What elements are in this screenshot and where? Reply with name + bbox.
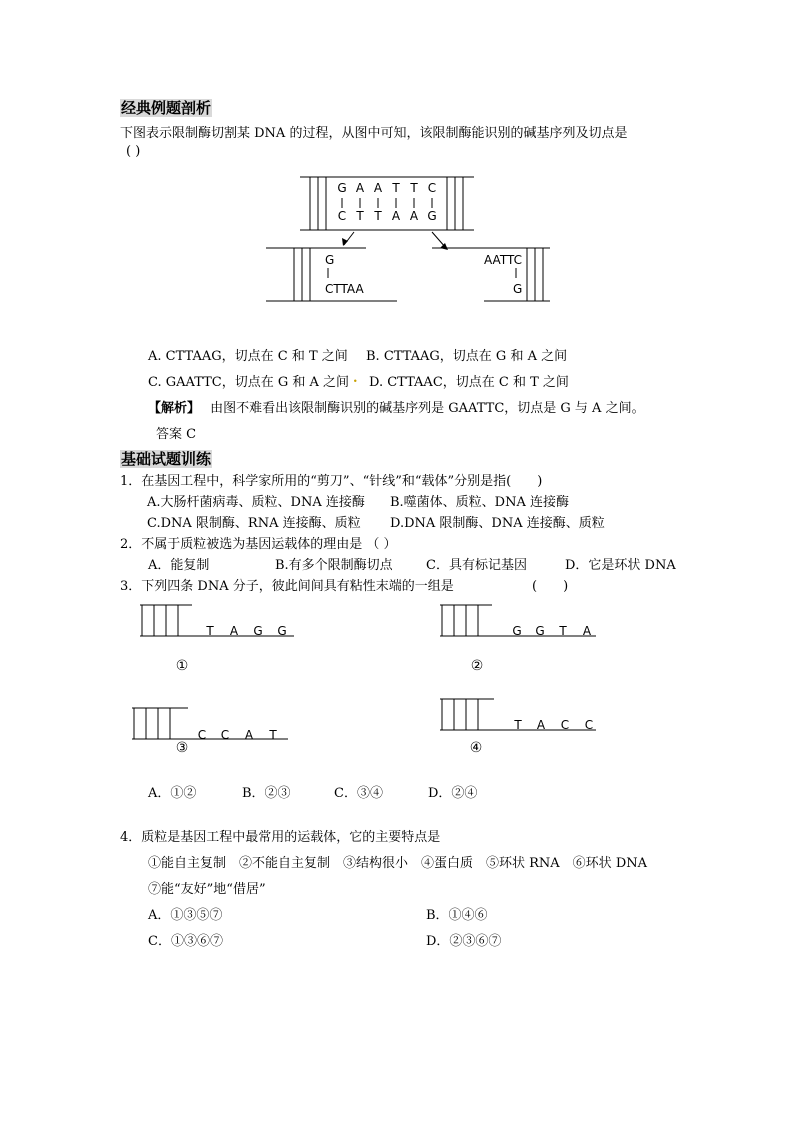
bottom-strand-base: G [427, 209, 437, 223]
fragment-3-base: C [220, 728, 230, 742]
fragment-2-base: G [535, 624, 545, 638]
q4-feature-7: ⑦能“友好”地“借居” [148, 882, 266, 897]
option-b: B. CTTAAG，切点在 G 和 A 之间 [366, 349, 568, 364]
q1-option-a: A.大肠杆菌病毒、质粒、DNA 连接酶 [147, 495, 365, 510]
q3-option-a: A．①② [148, 786, 197, 801]
bottom-strand-base: A [409, 209, 419, 223]
q4-option-b: B．①④⑥ [426, 908, 488, 923]
fragment-1-base: G [253, 624, 263, 638]
q3-stem: 3．下列四条 DNA 分子，彼此间间具有粘性末端的一组是 [120, 579, 454, 594]
fragment-2-base: T [559, 624, 567, 638]
answer: 答案 C [156, 427, 197, 442]
q1-stem: 1．在基因工程中，科学家所用的“剪刀”、“针线”和“载体”分别是指( ) [120, 474, 543, 489]
q1-option-c: C.DNA 限制酶、RNA 连接酶、质粒 [147, 516, 361, 531]
q2-option-b: B.有多个限制酶切点 [275, 558, 393, 573]
section-title-examples: 经典例题剖析 [121, 99, 212, 117]
bottom-strand-base: T [374, 209, 382, 223]
fragment-4-base: T [514, 718, 522, 732]
top-strand-base: A [373, 181, 383, 195]
q4-option-a: A．①③⑤⑦ [148, 908, 223, 923]
fragment-1-base: T [206, 624, 214, 638]
section-title-basic: 基础试题训练 [121, 450, 212, 468]
fragment-4-base: A [536, 718, 546, 732]
right-fragment-bottom: G [513, 282, 523, 296]
analysis [148, 397, 645, 416]
marker-dot: . [353, 371, 358, 386]
fragment-2-label: ② [470, 658, 484, 674]
q1-option-d: D.DNA 限制酶、DNA 连接酶、质粒 [390, 516, 605, 531]
fragment-2-base: A [582, 624, 592, 638]
left-fragment-top: G [325, 253, 335, 267]
q3-option-b: B．②③ [242, 786, 291, 801]
q2-stem: 2．不属于质粒被选为基因运载体的理由是 （ ） [120, 537, 397, 552]
q2-option-d: D．它是环状 DNA [565, 558, 676, 573]
bottom-strand-base: C [337, 209, 347, 223]
option-a: A. CTTAAG，切点在 C 和 T 之间 [148, 349, 348, 364]
fragment-4-label: ④ [469, 740, 483, 756]
question-paren: ( ) [126, 144, 141, 159]
fragment-3-base: A [244, 728, 254, 742]
fragment-4-base: C [560, 718, 570, 732]
q4-option-d: D．②③⑥⑦ [426, 934, 502, 949]
dna-cutting-figure [262, 174, 554, 306]
fragment-4-base: C [584, 718, 594, 732]
top-strand-base: A [355, 181, 365, 195]
fragment-1-base: G [277, 624, 287, 638]
q2-option-a: A．能复制 [148, 558, 210, 573]
fragment-2-base: G [512, 624, 522, 638]
q3-option-d: D．②④ [428, 786, 478, 801]
q1-option-b: B.噬菌体、质粒、DNA 连接酶 [390, 495, 570, 510]
left-fragment-bottom: CTTAA [325, 282, 364, 296]
fragment-1-label: ① [175, 658, 189, 674]
fragment-3-base: C [197, 728, 207, 742]
q4-option-c: C．①③⑥⑦ [148, 934, 223, 949]
fragment-3-label: ③ [175, 740, 189, 756]
analysis-text: 由图不难看出该限制酶识别的碱基序列是 GAATTC，切点是 G 与 A 之间。 [210, 401, 645, 416]
top-strand-base: T [410, 181, 418, 195]
q3-option-c: C．③④ [334, 786, 383, 801]
q2-option-c: C．具有标记基因 [426, 558, 527, 573]
bottom-strand-base: T [356, 209, 364, 223]
fragment-1-base: A [229, 624, 239, 638]
q3-paren: ( ) [532, 579, 569, 594]
fragment-3-base: T [269, 728, 277, 742]
right-fragment-top: AATTC [484, 253, 522, 267]
q4-features: ①能自主复制 ②不能自主复制 ③结构很小 ④蛋白质 ⑤环状 RNA ⑥环状 DNA [148, 856, 648, 871]
question-stem: 下图表示限制酶切割某 DNA 的过程，从图中可知，该限制酶能识别的碱基序列及切点是 [120, 126, 628, 141]
dna-fragments-figure [130, 600, 610, 760]
option-c: C. GAATTC，切点在 G 和 A 之间 [148, 375, 350, 390]
analysis-label: 【解析】 [148, 401, 201, 416]
top-strand-base: G [337, 181, 347, 195]
top-strand-base: C [427, 181, 437, 195]
option-d: D. CTTAAC，切点在 C 和 T 之间 [369, 375, 569, 390]
q4-stem: 4．质粒是基因工程中最常用的运载体，它的主要特点是 [120, 830, 441, 845]
bottom-strand-base: A [391, 209, 401, 223]
top-strand-base: T [392, 181, 400, 195]
